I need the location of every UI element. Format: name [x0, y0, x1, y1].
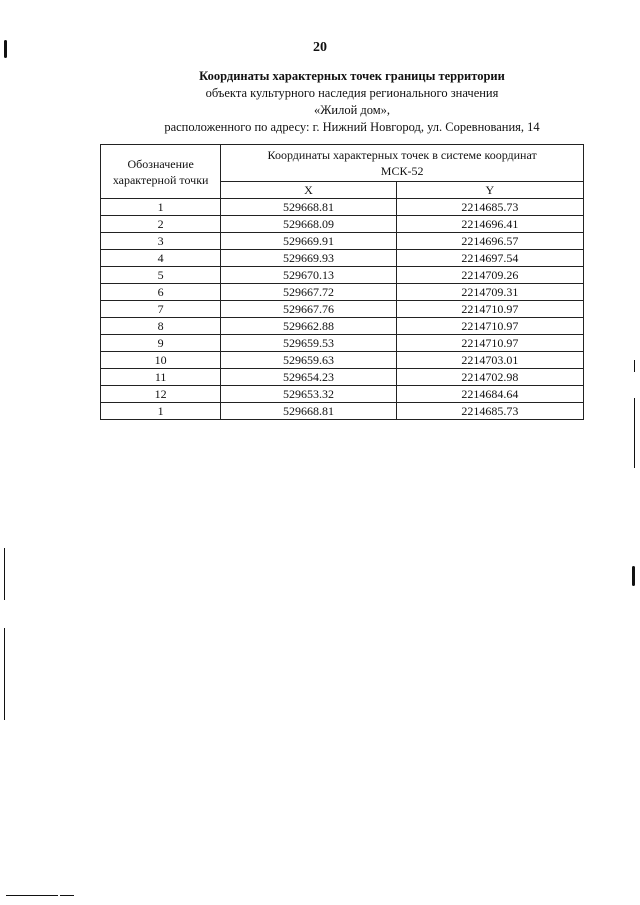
- table-row: [101, 250, 584, 267]
- cell-point: 11: [101, 369, 221, 386]
- coordinates-table: [100, 144, 584, 420]
- cell-y: 2214685.73: [396, 199, 583, 216]
- scan-mark-bottom: [6, 895, 58, 896]
- table-row: [101, 233, 584, 250]
- cell-y: 2214710.97: [396, 301, 583, 318]
- cell-x: 529659.53: [221, 335, 396, 352]
- table-row: [101, 369, 584, 386]
- title-line-4: расположенного по адресу: г. Нижний Новгород, ул. Соревнования, 14: [164, 120, 540, 134]
- scan-mark-right-upper: [634, 360, 635, 372]
- cell-x: 529670.13: [221, 267, 396, 284]
- cell-y: 2214684.64: [396, 386, 583, 403]
- cell-y: 2214685.73: [396, 403, 583, 420]
- cell-x: 529667.72: [221, 284, 396, 301]
- cell-y: 2214710.97: [396, 318, 583, 335]
- cell-x: 529662.88: [221, 318, 396, 335]
- cell-y: 2214703.01: [396, 352, 583, 369]
- table-header-row: [101, 145, 584, 182]
- header-coords-line-1: Координаты характерных точек в системе координат: [267, 148, 537, 162]
- header-coords-line-2: МСК-52: [380, 164, 424, 178]
- document-title: [0, 68, 640, 136]
- cell-x: 529654.23: [221, 369, 396, 386]
- cell-point: 1: [101, 403, 221, 420]
- title-line-3: «Жилой дом»,: [313, 103, 391, 117]
- cell-point: 10: [101, 352, 221, 369]
- cell-y: 2214710.97: [396, 335, 583, 352]
- scan-mark-left-middle: [4, 548, 5, 600]
- scan-mark-left-lower: [4, 628, 5, 720]
- cell-x: 529668.09: [221, 216, 396, 233]
- table-row: [101, 403, 584, 420]
- cell-y: 2214696.57: [396, 233, 583, 250]
- header-point-line-1: Обозначение: [127, 156, 194, 171]
- cell-y: 2214709.26: [396, 267, 583, 284]
- scan-mark-bottom-2: [60, 895, 74, 896]
- header-x: X: [221, 182, 396, 199]
- cell-point: 5: [101, 267, 221, 284]
- scan-mark-right-lower: [632, 566, 635, 586]
- table-body: [101, 199, 584, 420]
- cell-x: 529669.91: [221, 233, 396, 250]
- table-row: [101, 216, 584, 233]
- cell-point: 3: [101, 233, 221, 250]
- cell-x: 529668.81: [221, 199, 396, 216]
- cell-y: 2214709.31: [396, 284, 583, 301]
- table-row: [101, 386, 584, 403]
- table-row: [101, 352, 584, 369]
- table-row: [101, 267, 584, 284]
- cell-x: 529659.63: [221, 352, 396, 369]
- cell-point: 8: [101, 318, 221, 335]
- cell-point: 4: [101, 250, 221, 267]
- cell-x: 529653.32: [221, 386, 396, 403]
- table-row: [101, 301, 584, 318]
- cell-y: 2214697.54: [396, 250, 583, 267]
- cell-y: 2214696.41: [396, 216, 583, 233]
- cell-point: 12: [101, 386, 221, 403]
- table-row: [101, 199, 584, 216]
- cell-point: 9: [101, 335, 221, 352]
- cell-point: 2: [101, 216, 221, 233]
- table-row: [101, 318, 584, 335]
- scan-mark-right-middle: [634, 398, 635, 468]
- cell-x: 529668.81: [221, 403, 396, 420]
- header-point-line-2: характерной точки: [112, 172, 209, 187]
- table-row: [101, 335, 584, 352]
- table-row: [101, 284, 584, 301]
- cell-x: 529667.76: [221, 301, 396, 318]
- header-y: Y: [396, 182, 583, 199]
- page-number: 20: [313, 40, 327, 55]
- title-line-2: объекта культурного наследия регионального значения: [205, 86, 499, 100]
- header-coordinates: [221, 145, 584, 182]
- header-point-designation: [101, 145, 221, 199]
- cell-y: 2214702.98: [396, 369, 583, 386]
- cell-point: 1: [101, 199, 221, 216]
- title-line-1: Координаты характерных точек границы территории: [199, 69, 505, 83]
- cell-x: 529669.93: [221, 250, 396, 267]
- cell-point: 7: [101, 301, 221, 318]
- cell-point: 6: [101, 284, 221, 301]
